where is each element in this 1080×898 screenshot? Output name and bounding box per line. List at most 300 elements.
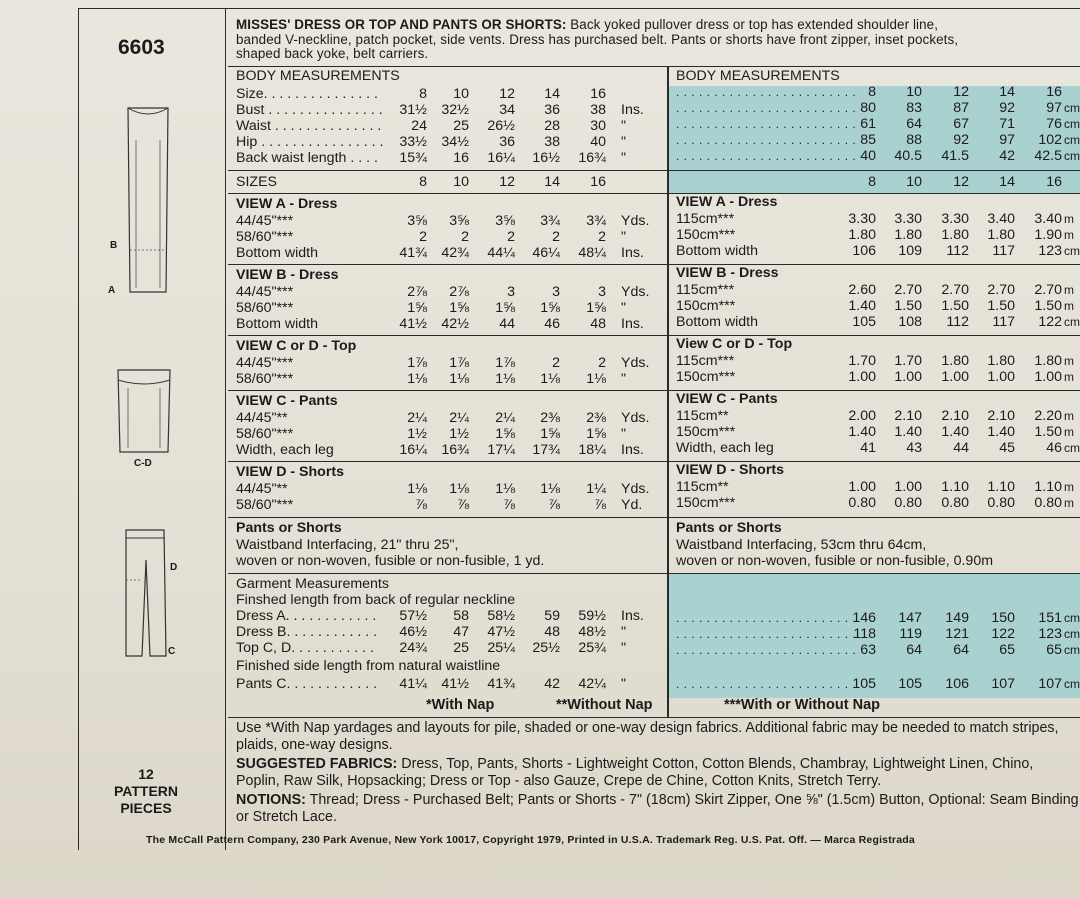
cell-unit: " [621, 426, 627, 442]
cell-value: 12 [953, 84, 969, 100]
cell-unit: Yds. [621, 410, 650, 426]
row-label: Bottom width [676, 314, 759, 330]
cell-unit: m [1064, 283, 1074, 297]
cell-value: 2⅞ [407, 284, 427, 300]
cell-value: 42 [999, 148, 1015, 164]
cell-value: 97 [1046, 100, 1062, 116]
cell-value: 1½ [407, 426, 427, 442]
cell-value: 15¾ [399, 150, 427, 166]
row-label: 44/45"** [236, 410, 288, 426]
row-label: Bottom width [236, 245, 319, 261]
cell-value: 1.00 [848, 479, 876, 495]
cell-value: 2 [598, 229, 606, 245]
cell-value: 2⅞ [449, 284, 469, 300]
cell-value: 119 [899, 626, 922, 642]
cell-value: 1.90 [1034, 227, 1062, 243]
row-label: Size. . . . . . . . . . . . . . . [236, 86, 378, 102]
cell-unit: cm [1064, 101, 1080, 115]
cell-value: 3.30 [894, 211, 922, 227]
cell-value: 44 [953, 440, 969, 456]
cell-value: 108 [898, 314, 922, 330]
section-title-metric: View C or D - Top [676, 336, 793, 352]
cell-value: 1½ [449, 426, 469, 442]
size-header-metric: 10 [906, 174, 922, 190]
cell-value: 40 [860, 148, 876, 164]
size-header: 16 [590, 174, 606, 190]
row-label: Pants C. . . . . . . . . . . . [236, 676, 378, 692]
cell-unit: m [1064, 409, 1074, 423]
cell-value: 42¼ [578, 676, 606, 692]
cell-value: 1⅛ [495, 371, 515, 387]
cell-value: 44¼ [487, 245, 515, 261]
cell-unit: " [621, 640, 627, 656]
row-label: 150cm*** [676, 227, 736, 243]
rule-nap [228, 717, 1080, 718]
cell-value: 2 [507, 229, 515, 245]
row-label: Waist . . . . . . . . . . . . . . [236, 118, 382, 134]
cell-value: 151 [1038, 610, 1062, 626]
cell-value: 2.20 [1034, 408, 1062, 424]
body-measurements-heading: BODY MEASUREMENTS [236, 68, 400, 84]
cell-value: 118 [853, 626, 876, 642]
cell-value: 2.70 [894, 282, 922, 298]
cell-value: 2⅜ [540, 410, 560, 426]
cell-value: 58½ [487, 608, 515, 624]
cell-value: 1.00 [1034, 369, 1062, 385]
cell-value: 122 [1038, 314, 1062, 330]
size-header-metric: 8 [868, 174, 876, 190]
cell-value: 0.80 [987, 495, 1015, 511]
row-label: Dress A. . . . . . . . . . . . [236, 608, 377, 624]
cell-value: 64 [906, 642, 922, 658]
garment-sub-neckline: Finshed length from back of regular neckline [236, 592, 516, 608]
cell-value: 0.80 [1034, 495, 1062, 511]
cell-value: 2.70 [941, 282, 969, 298]
rule-pants-shorts [228, 517, 1080, 518]
cell-unit: " [621, 676, 627, 692]
cell-value: 32½ [441, 102, 469, 118]
row-label: 44/45"*** [236, 284, 294, 300]
cell-value: 2¼ [449, 410, 469, 426]
section-title: VIEW A - Dress [236, 196, 338, 212]
size-header-metric: 12 [953, 174, 969, 190]
cell-unit: Yd. [621, 497, 643, 513]
garment-sub-waist: Finished side length from natural waistline [236, 658, 501, 674]
cell-value: 8 [419, 86, 427, 102]
section-title: VIEW C or D - Top [236, 338, 357, 354]
cell-value: 1⅛ [540, 481, 560, 497]
cell-value: 107 [991, 676, 1015, 692]
row-dots: . . . . . . . . . . . . . . . . . . . . . . . . [676, 117, 857, 131]
cell-value: 1.50 [1034, 424, 1062, 440]
row-label: 58/60"*** [236, 229, 294, 245]
cell-value: 14 [544, 86, 560, 102]
cell-value: 105 [852, 314, 876, 330]
view-a-label: A [108, 285, 116, 296]
cell-unit: Ins. [621, 102, 644, 118]
cell-unit: Ins. [621, 316, 644, 332]
cell-unit: m [1064, 354, 1074, 368]
body-measurements-heading-metric: BODY MEASUREMENTS [676, 68, 840, 84]
cell-value: 0.80 [848, 495, 876, 511]
cell-value: ⅞ [503, 497, 515, 513]
cell-value: 0.80 [941, 495, 969, 511]
row-label: Bust . . . . . . . . . . . . . . . [236, 102, 383, 118]
cell-value: 25 [453, 118, 469, 134]
pattern-pieces-line: PATTERN [113, 783, 179, 799]
pattern-pieces-line: PIECES [120, 800, 172, 816]
nap-note: Use *With Nap yardages and layouts for pile, shaded or one-way design fabrics. Additional fabric may be needed to match stripes, plaids, one-way designs. [236, 720, 1059, 753]
description-line-1: Back yoked pullover dress or top has extended shoulder line, [566, 17, 939, 32]
cell-value: 106 [852, 243, 876, 259]
cell-value: 88 [906, 132, 922, 148]
rule-view-cd [228, 335, 1080, 336]
row-label: Width, each leg [236, 442, 334, 458]
cell-value: 17¼ [487, 442, 515, 458]
cell-value: 1.00 [894, 479, 922, 495]
cell-value: 57½ [399, 608, 427, 624]
cell-value: 1.50 [1034, 298, 1062, 314]
size-header: 12 [499, 174, 515, 190]
cell-value: 1.40 [848, 298, 876, 314]
view-b-label: B [110, 240, 118, 251]
cell-value: 1.00 [941, 369, 969, 385]
cell-value: 18¼ [578, 442, 606, 458]
row-label: Back waist length . . . . [236, 150, 378, 166]
cell-unit: Ins. [621, 442, 644, 458]
cell-value: 1⅝ [407, 300, 427, 316]
cell-value: 16¾ [578, 150, 606, 166]
row-label: 115cm** [676, 479, 729, 495]
cell-value: 16 [453, 150, 469, 166]
cell-unit: cm [1064, 611, 1080, 625]
rule-top [228, 66, 1080, 67]
cell-value: 3.30 [848, 211, 876, 227]
cell-value: 1.40 [941, 424, 969, 440]
cell-value: 64 [953, 642, 969, 658]
cell-unit: cm [1064, 627, 1080, 641]
cell-value: 1.80 [894, 227, 922, 243]
cell-value: 41.5 [941, 148, 969, 164]
cell-value: 12 [499, 86, 515, 102]
cell-value: 47½ [487, 624, 515, 640]
cell-value: 59½ [578, 608, 606, 624]
cell-value: 10 [453, 86, 469, 102]
cell-value: 46 [1046, 440, 1062, 456]
suggested-fabrics-text: Dress, Top, Pants, Shorts - Lightweight Cotton, Cotton Blends, Chambray, Lightweight Linen, Chino, Poplin, Raw Silk, Hopsacking; Dress or Top - also Gauze, Crepe de Chine, Cotton Knits, Stretch Terry. [236, 756, 1034, 789]
fabric-notes [236, 720, 1080, 829]
cell-value: 1⅛ [449, 371, 469, 387]
row-label: 44/45"*** [236, 213, 294, 229]
cell-unit: " [621, 150, 627, 166]
cell-value: 2.10 [894, 408, 922, 424]
cell-value: 3.40 [987, 211, 1015, 227]
cell-value: 42¾ [441, 245, 469, 261]
cell-value: 14 [999, 84, 1015, 100]
section-title-metric: VIEW B - Dress [676, 265, 779, 281]
cell-unit: " [621, 134, 627, 150]
cell-value: 3 [507, 284, 515, 300]
row-dots: . . . . . . . . . . . . . . . . . . . . . . . . [676, 611, 857, 625]
view-c-label: C [168, 646, 176, 657]
cell-value: 112 [946, 243, 969, 259]
cell-value: 25¼ [487, 640, 515, 656]
cell-value: 3 [552, 284, 560, 300]
cell-value: 41¾ [399, 245, 427, 261]
cell-value: 92 [999, 100, 1015, 116]
cell-value: 16 [1046, 84, 1062, 100]
cell-value: 28 [544, 118, 560, 134]
cell-value: 107 [1038, 676, 1062, 692]
cell-value: 2 [461, 229, 469, 245]
row-label: 150cm*** [676, 424, 736, 440]
cell-value: 42 [544, 676, 560, 692]
cell-unit: cm [1064, 643, 1080, 657]
cell-value: 76 [1046, 116, 1062, 132]
cell-value: 16½ [532, 150, 560, 166]
cell-value: 1⅝ [586, 300, 606, 316]
cell-value: 41 [860, 440, 876, 456]
cell-unit: Yds. [621, 355, 650, 371]
cell-value: 58 [453, 608, 469, 624]
row-label: 44/45"** [236, 481, 288, 497]
rule-garment [228, 573, 1080, 574]
cell-value: 1.50 [941, 298, 969, 314]
cell-unit: " [621, 371, 627, 387]
cell-value: 63 [860, 642, 876, 658]
section-title-metric: VIEW D - Shorts [676, 462, 784, 478]
cell-value: 34 [499, 102, 515, 118]
cell-value: 1.40 [987, 424, 1015, 440]
cell-value: 40.5 [894, 148, 922, 164]
row-label: 150cm*** [676, 369, 736, 385]
pattern-description [236, 18, 1078, 62]
cell-unit: m [1064, 299, 1074, 313]
cell-value: 64 [906, 116, 922, 132]
size-header-metric: 14 [999, 174, 1015, 190]
cell-value: 34½ [441, 134, 469, 150]
rule-view-d [228, 461, 1080, 462]
cell-value: 3¾ [586, 213, 606, 229]
cell-value: 38 [590, 102, 606, 118]
cell-value: 3 [598, 284, 606, 300]
cell-value: 102 [1038, 132, 1062, 148]
cell-value: ⅞ [548, 497, 560, 513]
cell-value: 3⅝ [407, 213, 427, 229]
cell-value: 106 [945, 676, 969, 692]
row-label: 58/60"*** [236, 497, 294, 513]
cell-value: 1⅛ [449, 481, 469, 497]
cell-value: 2.10 [987, 408, 1015, 424]
row-label: 44/45"*** [236, 355, 294, 371]
section-title: VIEW C - Pants [236, 393, 338, 409]
cell-unit: m [1064, 212, 1074, 226]
cell-value: 1⅝ [449, 300, 469, 316]
copyright-footer: The McCall Pattern Company, 230 Park Avenue, New York 10017, Copyright 1979, Printed in U.S.A. Trademark Reg. U.S. Pat. Off. — Marca Registrada [146, 834, 915, 846]
cell-value: 1.80 [1034, 353, 1062, 369]
cell-unit: m [1064, 370, 1074, 384]
cell-value: 2.60 [848, 282, 876, 298]
cell-value: 33½ [399, 134, 427, 150]
row-label: Bottom width [236, 316, 319, 332]
section-title: VIEW B - Dress [236, 267, 339, 283]
row-label: Hip . . . . . . . . . . . . . . . . [236, 134, 384, 150]
cell-value: 1⅛ [407, 371, 427, 387]
cell-value: 1⅝ [495, 426, 515, 442]
cell-unit: cm [1064, 117, 1080, 131]
suggested-fabrics [236, 756, 1080, 789]
cell-value: 97 [999, 132, 1015, 148]
cell-value: 3⅝ [449, 213, 469, 229]
cell-value: 38 [544, 134, 560, 150]
cell-value: 1.10 [941, 479, 969, 495]
row-dots: . . . . . . . . . . . . . . . . . . . . . . . . [676, 677, 857, 691]
cell-value: 123 [1038, 626, 1062, 642]
cell-value: 71 [999, 116, 1015, 132]
cell-value: 16¼ [487, 150, 515, 166]
cell-value: 117 [992, 243, 1015, 259]
cell-value: 1¼ [586, 481, 606, 497]
cell-value: 31½ [399, 102, 427, 118]
pattern-pieces-count [96, 766, 196, 817]
cell-value: 1⅝ [540, 426, 560, 442]
cell-value: 2 [552, 229, 560, 245]
cell-value: 121 [945, 626, 969, 642]
cell-value: 1⅝ [495, 300, 515, 316]
notions-text: Thread; Dress - Purchased Belt; Pants or Shorts - 7" (18cm) Skirt Zipper, One ⅝" (1.5cm) Button, Optional: Seam Binding or Stretch Lace. [236, 792, 1079, 825]
cell-unit: Ins. [621, 608, 644, 624]
cell-value: 92 [953, 132, 969, 148]
cell-value: 59 [544, 608, 560, 624]
cell-value: 48¼ [578, 245, 606, 261]
garment-title: Garment Measurements [236, 576, 389, 592]
cell-value: 1.80 [941, 353, 969, 369]
view-d-label: D [170, 562, 178, 573]
cell-value: 1⅝ [540, 300, 560, 316]
cell-value: 1.10 [1034, 479, 1062, 495]
row-label: 115cm*** [676, 282, 735, 298]
nap-legend-with: *With Nap [426, 697, 495, 713]
notions-title: NOTIONS: [236, 792, 306, 809]
pattern-pieces-line: 12 [138, 766, 154, 782]
cell-value: 3¾ [540, 213, 560, 229]
row-label: Bottom width [676, 243, 759, 259]
pants-shorts-title: Pants or Shorts [236, 520, 342, 536]
cell-value: 30 [590, 118, 606, 134]
pants-interfacing-type: woven or non-woven, fusible or non-fusible, 1 yd. [236, 553, 545, 569]
cell-value: 42.5 [1034, 148, 1062, 164]
row-dots: . . . . . . . . . . . . . . . . . . . . . . . . [676, 643, 857, 657]
cell-value: 1.00 [894, 369, 922, 385]
cell-value: 1.00 [987, 369, 1015, 385]
cell-unit: m [1064, 496, 1074, 510]
cell-value: 61 [860, 116, 876, 132]
cell-value: 2.10 [941, 408, 969, 424]
section-title: VIEW D - Shorts [236, 464, 344, 480]
cell-value: 16 [590, 86, 606, 102]
cell-value: ⅞ [415, 497, 427, 513]
pants-interfacing-type-metric: woven or non-woven, fusible or non-fusible, 0.90m [676, 553, 994, 569]
cell-value: 44 [499, 316, 515, 332]
cell-value: 45 [999, 440, 1015, 456]
cell-value: 1.80 [987, 353, 1015, 369]
cell-value: 3⅝ [495, 213, 515, 229]
cell-value: 25½ [532, 640, 560, 656]
cell-unit: " [621, 300, 627, 316]
cell-value: 36 [544, 102, 560, 118]
cell-value: 46 [544, 316, 560, 332]
row-label: 58/60"*** [236, 426, 294, 442]
cell-value: 1.40 [894, 424, 922, 440]
cell-unit: cm [1064, 149, 1080, 163]
cell-value: 47 [453, 624, 469, 640]
cell-value: 41¾ [487, 676, 515, 692]
cell-value: 2.70 [987, 282, 1015, 298]
cell-value: 3.30 [941, 211, 969, 227]
cell-value: 1.00 [848, 369, 876, 385]
row-label: 115cm*** [676, 211, 735, 227]
cell-value: 65 [999, 642, 1015, 658]
row-label: Dress B. . . . . . . . . . . . [236, 624, 378, 640]
pattern-title: MISSES' DRESS OR TOP AND PANTS OR SHORTS: [236, 17, 567, 32]
cell-value: 1.70 [848, 353, 876, 369]
dress-sketch [108, 100, 188, 300]
cell-value: 87 [953, 100, 969, 116]
notions [236, 792, 1080, 825]
cell-value: 1⅛ [540, 371, 560, 387]
row-label: 150cm*** [676, 298, 736, 314]
cell-value: 25 [453, 640, 469, 656]
row-dots: . . . . . . . . . . . . . . . . . . . . . . . . [676, 149, 857, 163]
cell-value: 1⅞ [449, 355, 469, 371]
cell-value: 1.80 [848, 227, 876, 243]
description-line-2: banded V-neckline, patch pocket, side vents. Dress has purchased belt. Pants or shorts have front zipper, inset pockets, [236, 31, 959, 47]
cell-value: 24 [411, 118, 427, 134]
rule-sizes-bottom [228, 193, 1080, 194]
cell-unit: cm [1064, 244, 1080, 258]
row-label: 150cm*** [676, 495, 736, 511]
cell-unit: Yds. [621, 284, 650, 300]
section-title-metric: VIEW A - Dress [676, 194, 778, 210]
cell-value: 10 [906, 84, 922, 100]
cell-value: 42½ [441, 316, 469, 332]
cell-value: 123 [1038, 243, 1062, 259]
rule-view-b [228, 264, 1080, 265]
top-sketch [110, 364, 180, 464]
cell-value: 1.50 [894, 298, 922, 314]
description-line-3: shaped back yoke, belt carriers. [236, 46, 429, 61]
nap-legend-without: **Without Nap [556, 697, 653, 713]
cell-value: 1.70 [894, 353, 922, 369]
cell-unit: m [1064, 480, 1074, 494]
column-divider [667, 66, 669, 718]
cell-value: 2⅜ [586, 410, 606, 426]
row-dots: . . . . . . . . . . . . . . . . . . . . . . . . [676, 85, 857, 99]
row-dots: . . . . . . . . . . . . . . . . . . . . . . . . [676, 133, 857, 147]
cell-value: 1⅛ [586, 371, 606, 387]
cell-value: 48 [590, 316, 606, 332]
cell-value: 3.40 [1034, 211, 1062, 227]
cell-value: 2.70 [1034, 282, 1062, 298]
cell-value: 2¼ [407, 410, 427, 426]
cell-value: 85 [860, 132, 876, 148]
cell-value: 41¼ [399, 676, 427, 692]
cell-value: 1.10 [987, 479, 1015, 495]
rule-sizes-top [228, 170, 1080, 171]
cell-unit: " [621, 624, 627, 640]
sizes-label: SIZES [236, 174, 277, 190]
row-dots: . . . . . . . . . . . . . . . . . . . . . . . . [676, 627, 857, 641]
